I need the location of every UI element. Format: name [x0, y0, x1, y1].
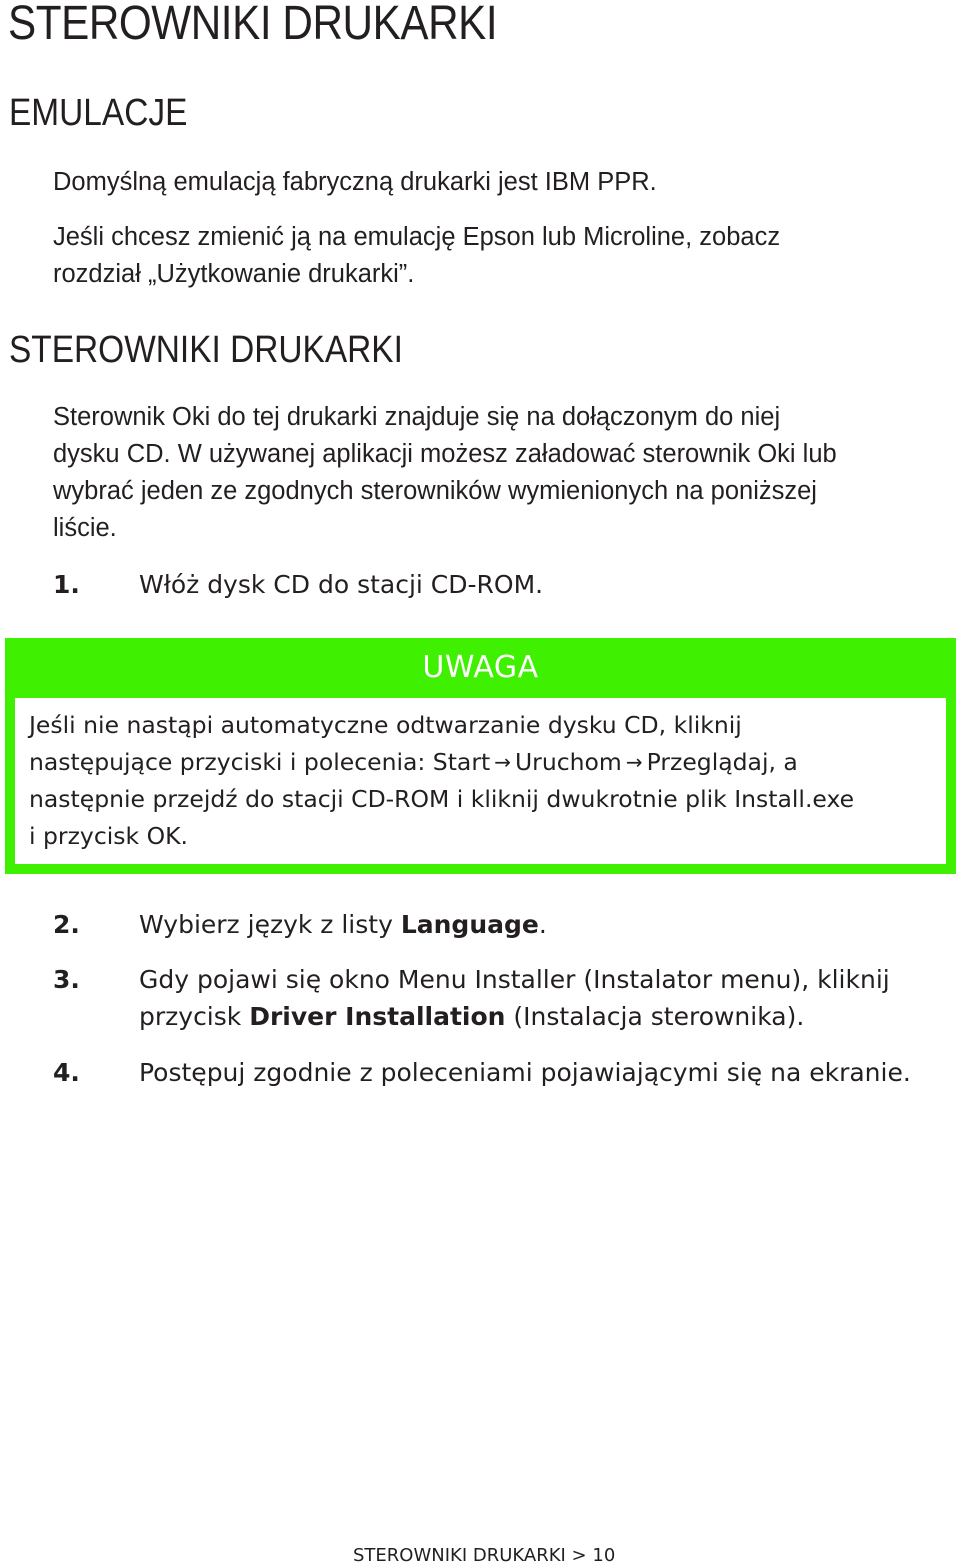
note-line-2-browse: Przeglądaj, a [646, 748, 798, 776]
step-3-line2-start: przycisk [139, 1002, 250, 1031]
emulation-heading: EMULACJE [9, 92, 188, 134]
emulation-p2-line2: rozdział „Użytkowanie drukarki”. [53, 260, 415, 288]
note-title: UWAGA [422, 650, 539, 685]
step-2-text-start: Wybierz język z listy [139, 910, 401, 939]
note-text [29, 707, 854, 855]
note-box [5, 638, 956, 874]
step-number: 3. [53, 965, 80, 994]
step-3-line1: Gdy pojawi się okno Menu Installer (Instalator menu), kliknij [139, 965, 890, 994]
note-line-2-start: następujące przyciski i polecenia: Start [29, 748, 491, 776]
step-3-line2 [139, 998, 890, 1035]
drivers-p-line2: dysku CD. W używanej aplikacji możesz załadować sterownik Oki lub [53, 440, 837, 468]
emulation-paragraph-1 [53, 164, 953, 201]
drivers-paragraph [53, 399, 953, 547]
drivers-p-line4: liście. [53, 514, 117, 542]
page-title: STEROWNIKI DRUKARKI [8, 0, 498, 50]
step-text [139, 906, 547, 943]
right-arrow-icon: → [494, 750, 511, 774]
emulation-paragraph-2 [53, 219, 953, 293]
note-line-4: i przycisk OK. [29, 822, 188, 850]
step-text: Włóż dysk CD do stacji CD-ROM. [139, 570, 544, 599]
note-body [15, 698, 946, 864]
step-number: 1. [53, 570, 80, 599]
right-arrow-icon: → [625, 750, 643, 774]
note-line-3: następnie przejdź do stacji CD-ROM i kliknij dwukrotnie plik Install.exe [29, 785, 855, 813]
step-2-text-end: . [538, 910, 547, 939]
drivers-heading: STEROWNIKI DRUKARKI [9, 329, 403, 371]
drivers-p-line3: wybrać jeden ze zgodnych sterowników wymienionych na poniższej [53, 477, 817, 505]
note-line-2-run: Uruchom [514, 748, 622, 776]
note-line-1: Jeśli nie nastąpi automatyczne odtwarzanie dysku CD, kliknij [29, 711, 742, 739]
step-3-line2-end: (Instalacja sterownika). [505, 1002, 805, 1031]
step-number: 4. [53, 1058, 80, 1087]
step-number: 2. [53, 910, 80, 939]
page-footer: STEROWNIKI DRUKARKI > 10 [353, 1545, 616, 1566]
step-text: Postępuj zgodnie z poleceniami pojawiającymi się na ekranie. [139, 1058, 911, 1087]
driver-installation-label: Driver Installation [249, 1002, 506, 1031]
step-text [139, 961, 890, 1035]
language-label: Language [400, 910, 539, 939]
drivers-p-line1: Sterownik Oki do tej drukarki znajduje się na dołączonym do niej [53, 403, 781, 431]
emulation-p2-line1: Jeśli chcesz zmienić ją na emulację Epson lub Microline, zobacz [53, 223, 781, 251]
note-line-2 [29, 744, 854, 781]
emulation-p1-text: Domyślną emulacją fabryczną drukarki jest IBM PPR. [53, 168, 657, 196]
